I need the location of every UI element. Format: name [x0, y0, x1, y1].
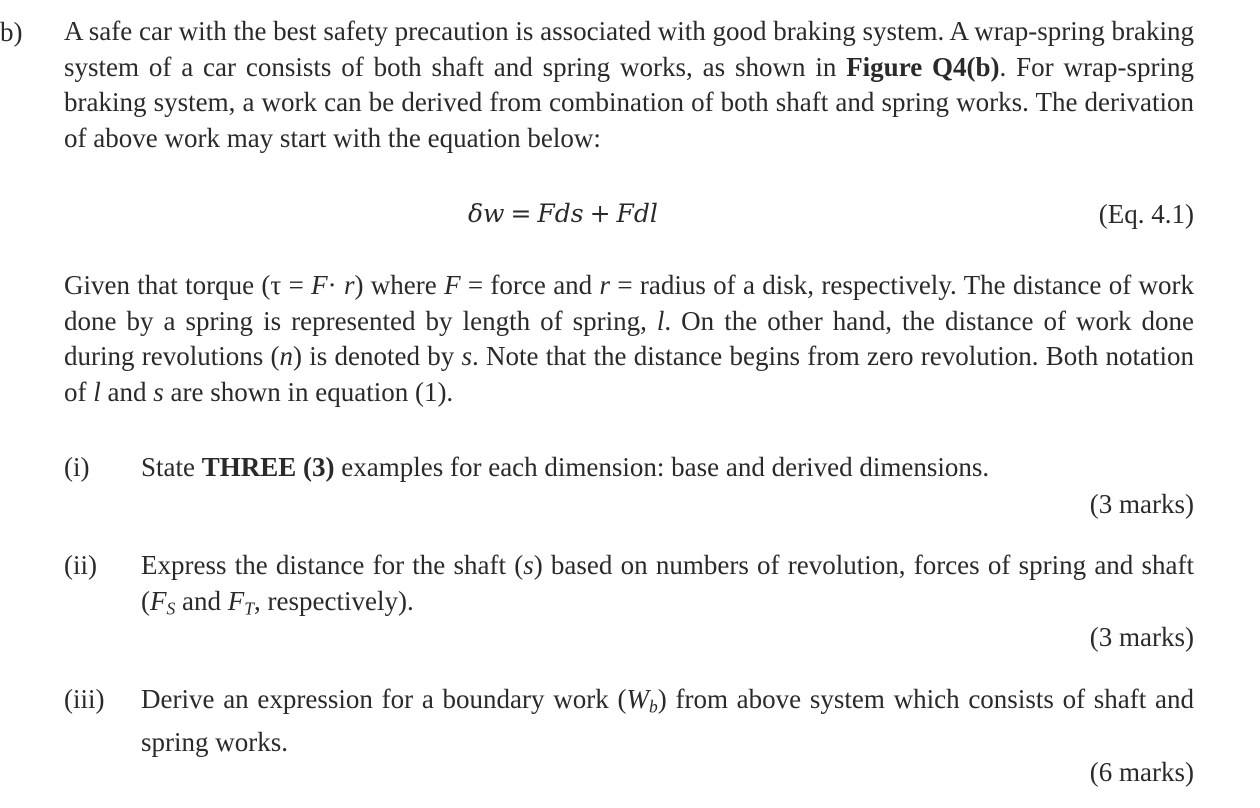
given-paragraph [64, 268, 1194, 410]
equation [468, 194, 658, 234]
var-base: F [227, 585, 245, 616]
given-var-s: s [461, 341, 473, 371]
item-text: State [141, 452, 202, 482]
given-dot: · [327, 270, 337, 300]
given-text: and [100, 376, 154, 407]
sub-question-number: (i) [64, 452, 90, 482]
item-text: examples for each dimension: base and derived dimensions. [334, 452, 990, 482]
marks-label: (3 marks) [1089, 622, 1194, 652]
sub-question-number: (ii) [64, 550, 97, 580]
item-text: Express the distance for the shaft ( [141, 550, 524, 580]
var-subscript: b [648, 696, 658, 717]
figure-reference: Figure Q4(b) [846, 51, 1000, 82]
given-var-f: F [444, 270, 461, 300]
equation-number: (Eq. 4.1) [1098, 199, 1194, 229]
var-subscript: T [244, 597, 255, 618]
sub-question-text [141, 450, 1194, 486]
item-var-fs [150, 586, 175, 616]
eq-term1: Fds [537, 199, 584, 228]
given-var-n: n [279, 341, 293, 371]
item-bold-text: THREE (3) [201, 452, 335, 482]
var-base: W [626, 684, 649, 714]
sub-question-number: (iii) [64, 684, 105, 714]
item-var-wb [626, 684, 658, 717]
marks-label: (3 marks) [1089, 489, 1194, 519]
given-text: are shown in equation (1). [163, 376, 454, 407]
item-var-ft [228, 586, 254, 616]
intro-text-a: A safe car with the best safety precaution is associated with good braking system. A wrap-spring braking system of a car consists of both shaft and spring works, as shown in [64, 16, 1194, 82]
given-text: = [281, 270, 312, 300]
given-text: = force and [460, 270, 600, 300]
given-var-f: F [311, 270, 328, 300]
given-var-l: l [656, 305, 665, 336]
given-text: ) is denoted by [293, 341, 462, 371]
intro-text-b: . For wrap-spring braking system, a work can be derived from combination of both shaft and spring works. The derivation of above work may start with the equation below: [64, 51, 1194, 153]
item-text: ) based on numbers of revolution, forces of spring and shaft ( [141, 550, 1195, 616]
item-var-s: s [523, 550, 534, 580]
equation-row [64, 194, 1194, 234]
eq-plus: + [589, 199, 611, 228]
item-text: , respectively). [254, 585, 414, 616]
eq-lhs: δw [468, 199, 505, 228]
sub-question-text [141, 548, 1194, 626]
given-var-l: l [93, 376, 101, 407]
question-label: b) [0, 17, 23, 47]
item-text: Derive an expression for a boundary work ( [141, 684, 627, 714]
given-var-r: r [336, 270, 355, 300]
given-var-s: s [153, 376, 164, 407]
marks-label: (6 marks) [1089, 757, 1194, 787]
var-base: F [150, 585, 167, 616]
given-text: . Note that the distance begins from zero revolution. Both notation of [64, 341, 1194, 407]
eq-term2: Fdl [616, 199, 658, 228]
given-var-r: r [599, 270, 611, 300]
intro-paragraph [64, 14, 1194, 156]
eq-equals: = [510, 199, 532, 228]
item-text: and [175, 585, 228, 616]
sub-question-text [141, 682, 1194, 760]
var-subscript: S [166, 597, 176, 618]
given-tau: τ [270, 270, 282, 300]
given-text: ) where [354, 270, 445, 300]
given-text: . On the other hand, the distance of work done during revolutions ( [64, 305, 1194, 371]
given-text: = radius of a disk, respectively. The distance of work done by a spring is represented by length of spring, [64, 270, 1195, 336]
given-text: Given that torque ( [64, 270, 271, 300]
item-text: ) from above system which consists of shaft and spring works. [141, 684, 1194, 757]
